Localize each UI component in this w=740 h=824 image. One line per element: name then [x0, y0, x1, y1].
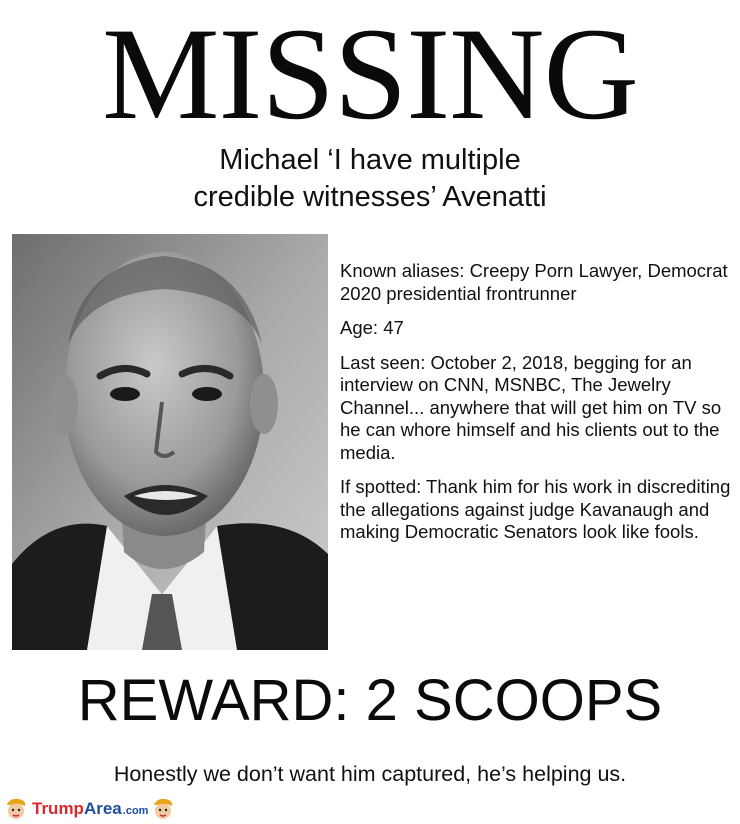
brand-trump-text: Trump — [32, 799, 84, 818]
watermark-logo — [4, 796, 175, 822]
reward-line: REWARD: 2 SCOOPS — [77, 668, 663, 733]
age-text: Age: 47 — [340, 317, 404, 338]
last-seen-text: Last seen: October 2, 2018, begging for an interview on CNN, MSNBC, The Jewelry Channel... anywhere that will get him on TV so he can whore himself and his clients out to the media. — [340, 351, 722, 463]
info-block — [340, 260, 736, 556]
subtitle-name — [120, 142, 620, 216]
headline-missing: MISSING — [102, 0, 638, 147]
portrait-illustration — [12, 234, 328, 650]
subtitle-line-2: credible witnesses’ Avenatti — [193, 181, 547, 213]
if-spotted-text: If spotted: Thank him for his work in discrediting the allegations against judge Kavanaugh and making Democratic Senators look like fools. — [340, 476, 731, 542]
brand-name — [32, 799, 148, 819]
cartoon-face-icon-right — [151, 797, 175, 821]
brand-tld-text: .com — [122, 805, 149, 817]
portrait-photo — [12, 234, 328, 650]
subtitle-line-1: Michael ‘I have multiple — [219, 144, 521, 176]
cartoon-face-icon — [4, 797, 28, 821]
brand-area-text: Area — [83, 799, 122, 818]
footnote-text: Honestly we don’t want him captured, he’s helping us. — [113, 762, 627, 786]
known-aliases-text: Known aliases: Creepy Porn Lawyer, Democrat 2020 presidential frontrunner — [340, 260, 728, 304]
